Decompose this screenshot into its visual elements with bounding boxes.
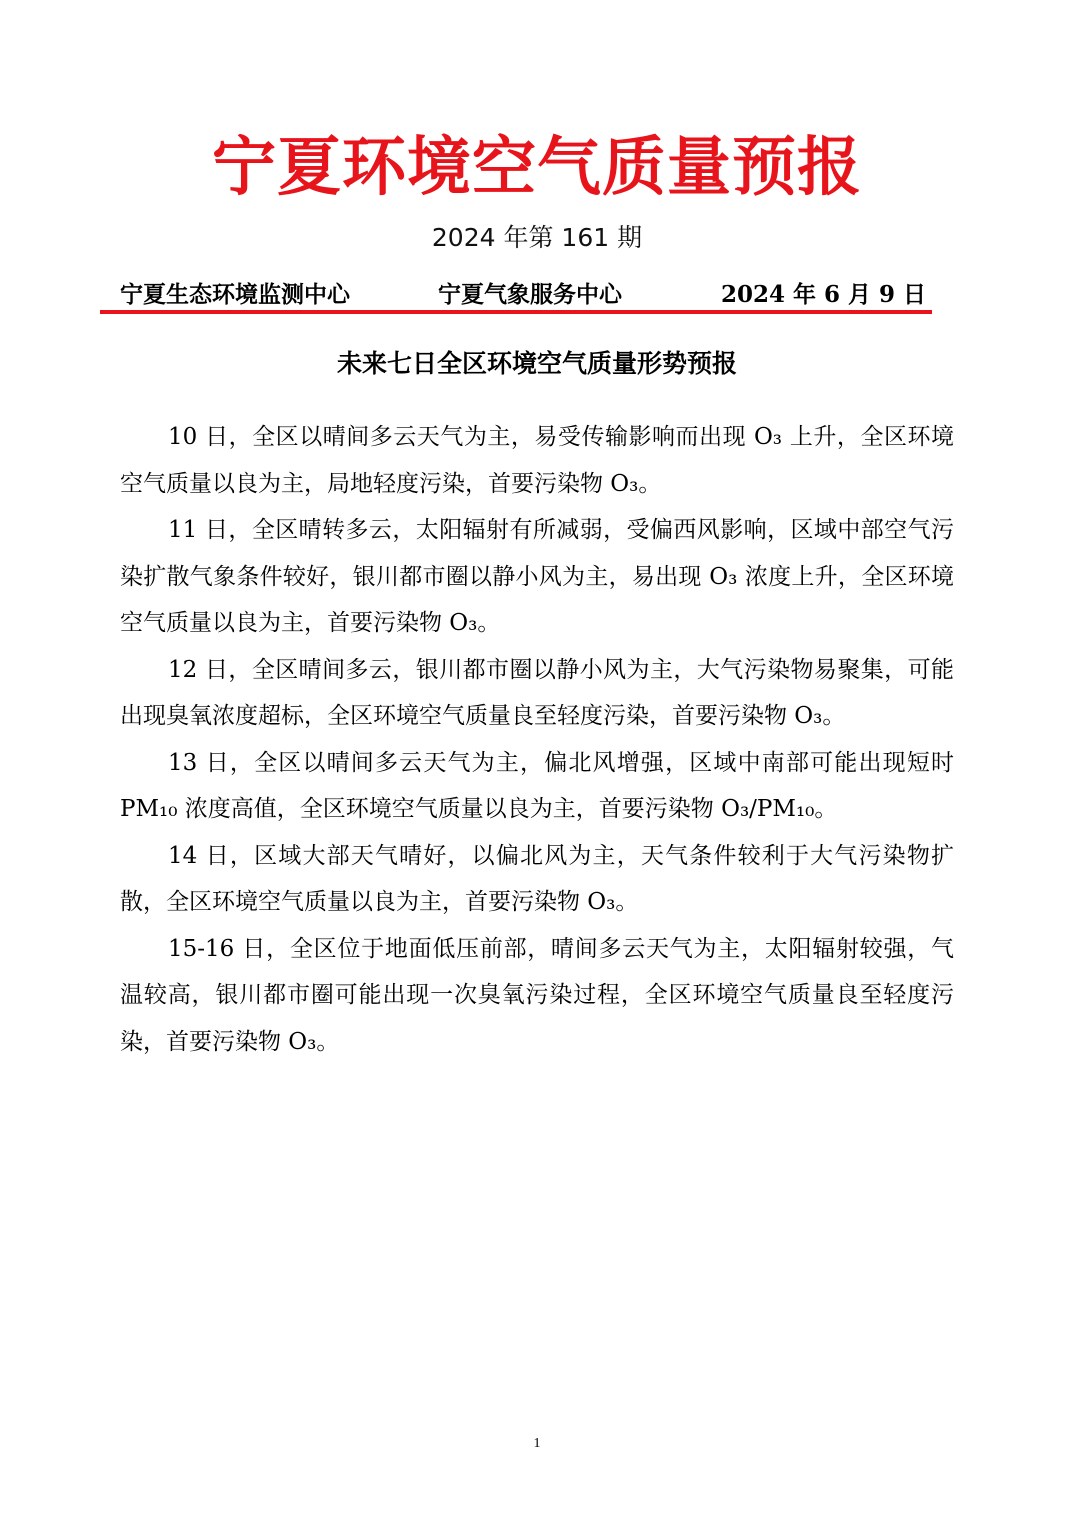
forecast-paragraph: 10 日，全区以晴间多云天气为主，易受传输影响而出现 O₃ 上升，全区环境空气质量以良为主，局地轻度污染，首要污染物 O₃。 xyxy=(120,424,954,497)
forecast-paragraph: 11 日，全区晴转多云，太阳辐射有所减弱，受偏西风影响，区域中部空气污染扩散气象条件较好，银川都市圈以静小风为主，易出现 O₃ 浓度上升，全区环境空气质量以良为主，首要污染物 O₃。 xyxy=(120,517,954,636)
publisher-line xyxy=(120,278,926,312)
forecast-paragraph: 14 日，区域大部天气晴好，以偏北风为主，天气条件较利于大气污染物扩散，全区环境空气质量以良为主，首要污染物 O₃。 xyxy=(120,842,954,915)
forecast-paragraph: 15-16 日，全区位于地面低压前部，晴间多云天气为主，太阳辐射较强，气温较高，银川都市圈可能出现一次臭氧污染过程，全区环境空气质量良至轻度污染，首要污染物 O₃。 xyxy=(120,935,954,1055)
publisher-monitoring-center: 宁夏生态环境监测中心 xyxy=(120,281,350,308)
section-heading: 未来七日全区环境空气质量形势预报 xyxy=(336,349,737,378)
masthead-title: 宁夏环境空气质量预报 xyxy=(212,130,862,205)
forecast-body xyxy=(120,414,954,1065)
red-divider-rule xyxy=(100,310,932,314)
page-number: 1 xyxy=(533,1436,541,1451)
forecast-paragraph: 13 日，全区以晴间多云天气为主，偏北风增强，区域中南部可能出现短时 PM₁₀ 浓度高值，全区环境空气质量以良为主，首要污染物 O₃/PM₁₀。 xyxy=(120,749,954,822)
issue-number: 2024 年第 161 期 xyxy=(431,223,643,252)
publisher-weather-center: 宁夏气象服务中心 xyxy=(438,281,622,308)
publish-date: 2024 年 6 月 9 日 xyxy=(720,281,926,308)
forecast-paragraph: 12 日，全区晴间多云，银川都市圈以静小风为主，大气污染物易聚集，可能出现臭氧浓度超标，全区环境空气质量良至轻度污染，首要污染物 O₃。 xyxy=(120,656,954,729)
